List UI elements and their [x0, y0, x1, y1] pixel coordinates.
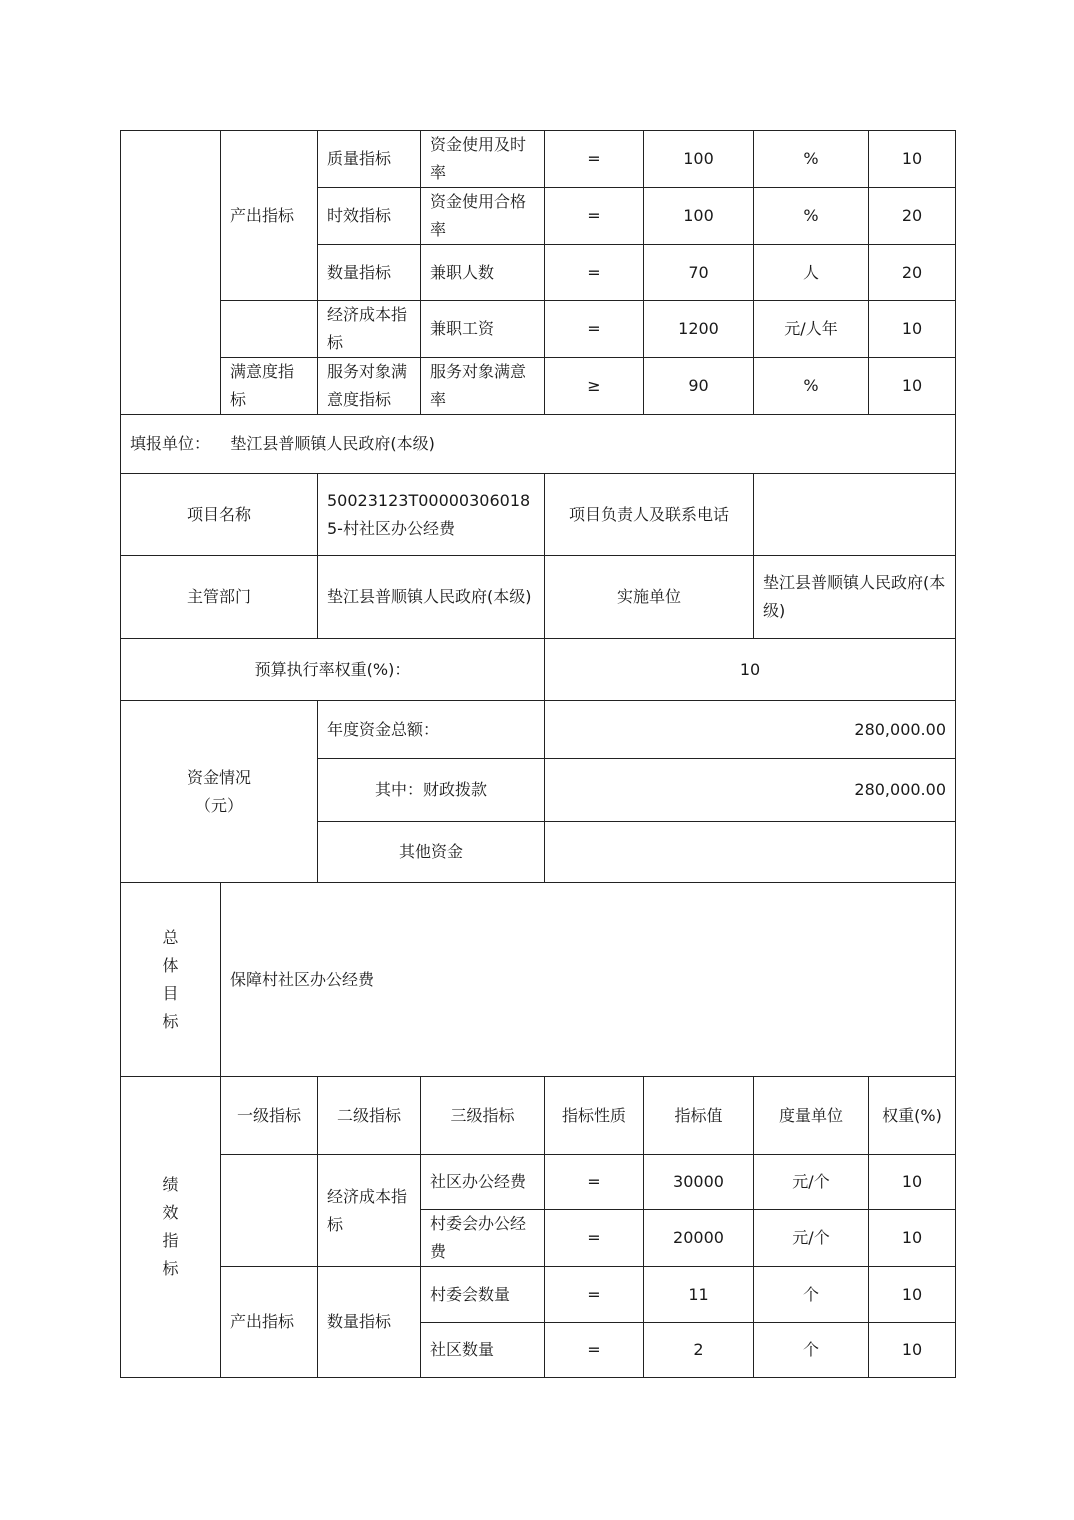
header-nature: 指标性质: [545, 1077, 644, 1155]
budget-weight-row: [121, 639, 956, 701]
department-row: [121, 556, 956, 639]
goal-label: [121, 883, 221, 1077]
nature-cell: =: [545, 131, 644, 188]
value-cell: 90: [644, 358, 754, 415]
unit-cell: 个: [754, 1323, 869, 1378]
blank-cell: [121, 131, 221, 415]
department-label: 主管部门: [121, 556, 318, 639]
level2-cell: 数量指标: [318, 1267, 421, 1378]
implementing-unit-value: 垫江县普顺镇人民政府(本级): [754, 556, 956, 639]
level2-cell: 经济成本指标: [318, 1155, 421, 1267]
funds-annual-row: [121, 701, 956, 759]
level2-cell: 数量指标: [318, 245, 421, 301]
value-cell: 1200: [644, 301, 754, 358]
filing-unit-cell: [121, 415, 956, 474]
budget-weight-label: 预算执行率权重(%)：: [121, 639, 545, 701]
department-value: 垫江县普顺镇人民政府(本级): [318, 556, 545, 639]
value-cell: 100: [644, 188, 754, 245]
other-funds-label: 其他资金: [318, 822, 545, 883]
indicators-label-char: 效: [162, 1203, 179, 1222]
table-row: [121, 1155, 956, 1210]
performance-form: [120, 130, 955, 1378]
level3-cell: 村委会办公经费: [421, 1210, 545, 1267]
unit-cell: 元/个: [754, 1210, 869, 1267]
level3-cell: 社区办公经费: [421, 1155, 545, 1210]
level1-cell: [221, 301, 318, 358]
weight-cell: 10: [869, 1155, 956, 1210]
goal-text: 保障村社区办公经费: [221, 883, 956, 1077]
value-cell: 100: [644, 131, 754, 188]
indicators-label-char: 绩: [162, 1175, 179, 1194]
value-cell: 70: [644, 245, 754, 301]
unit-cell: 元/个: [754, 1155, 869, 1210]
header-level1: 一级指标: [221, 1077, 318, 1155]
nature-cell: =: [545, 1210, 644, 1267]
level3-cell: 服务对象满意率: [421, 358, 545, 415]
annual-total-label: 年度资金总额：: [318, 701, 545, 759]
value-cell: 30000: [644, 1155, 754, 1210]
goal-row: [121, 883, 956, 1077]
level1-cell: 产出指标: [221, 131, 318, 301]
filing-unit-row: [121, 415, 956, 474]
project-contact-label: 项目负责人及联系电话: [545, 474, 754, 556]
nature-cell: =: [545, 1267, 644, 1323]
table-row: [121, 301, 956, 358]
header-level3: 三级指标: [421, 1077, 545, 1155]
indicators-label-char: 指: [162, 1231, 179, 1250]
value-cell: 2: [644, 1323, 754, 1378]
level3-cell: 兼职人数: [421, 245, 545, 301]
budget-weight-value: 10: [545, 639, 956, 701]
nature-cell: =: [545, 301, 644, 358]
funds-label: 资金情况: [186, 767, 251, 787]
weight-cell: 10: [869, 301, 956, 358]
level3-cell: 兼职工资: [421, 301, 545, 358]
level2-cell: 时效指标: [318, 188, 421, 245]
goal-label-char: 标: [162, 1011, 179, 1031]
unit-cell: %: [754, 358, 869, 415]
level3-cell: 村委会数量: [421, 1267, 545, 1323]
project-contact-value: [754, 474, 956, 556]
nature-cell: =: [545, 188, 644, 245]
table-row: [121, 1267, 956, 1323]
unit-cell: %: [754, 188, 869, 245]
level1-cell: 满意度指标: [221, 358, 318, 415]
nature-cell: =: [545, 245, 644, 301]
weight-cell: 10: [869, 1323, 956, 1378]
indicator-header-row: [121, 1077, 956, 1155]
level1-cell: [221, 1155, 318, 1267]
level3-cell: 资金使用合格率: [421, 188, 545, 245]
filing-unit-label: 填报单位：: [130, 434, 211, 453]
annual-total-value: 280,000.00: [545, 701, 956, 759]
funds-unit-label: （元）: [194, 795, 243, 815]
unit-cell: 元/人年: [754, 301, 869, 358]
weight-cell: 20: [869, 188, 956, 245]
level2-cell: 经济成本指标: [318, 301, 421, 358]
indicators-label-char: 标: [162, 1259, 179, 1278]
weight-cell: 10: [869, 358, 956, 415]
table-row: [121, 131, 956, 188]
filing-unit-value: 垫江县普顺镇人民政府(本级): [230, 434, 435, 453]
value-cell: 11: [644, 1267, 754, 1323]
value-cell: 20000: [644, 1210, 754, 1267]
header-value: 指标值: [644, 1077, 754, 1155]
weight-cell: 10: [869, 131, 956, 188]
project-name-label: 项目名称: [121, 474, 318, 556]
performance-table: [120, 130, 956, 1378]
level3-cell: 资金使用及时率: [421, 131, 545, 188]
goal-label-char: 目: [162, 983, 179, 1003]
project-name-value: 50023123T000003060185-村社区办公经费: [318, 474, 545, 556]
level2-cell: 服务对象满意度指标: [318, 358, 421, 415]
weight-cell: 10: [869, 1210, 956, 1267]
fiscal-allocation-value: 280,000.00: [545, 759, 956, 822]
unit-cell: %: [754, 131, 869, 188]
project-name-row: [121, 474, 956, 556]
weight-cell: 10: [869, 1267, 956, 1323]
implementing-unit-label: 实施单位: [545, 556, 754, 639]
header-unit: 度量单位: [754, 1077, 869, 1155]
goal-label-char: 总: [162, 927, 179, 947]
unit-cell: 个: [754, 1267, 869, 1323]
table-row: [121, 358, 956, 415]
level3-cell: 社区数量: [421, 1323, 545, 1378]
nature-cell: =: [545, 1323, 644, 1378]
goal-label-char: 体: [162, 955, 179, 975]
indicators-label: [121, 1077, 221, 1378]
unit-cell: 人: [754, 245, 869, 301]
funds-label-cell: [121, 701, 318, 883]
header-level2: 二级指标: [318, 1077, 421, 1155]
nature-cell: ≥: [545, 358, 644, 415]
other-funds-value: [545, 822, 956, 883]
header-weight: 权重(%): [869, 1077, 956, 1155]
level2-cell: 质量指标: [318, 131, 421, 188]
nature-cell: =: [545, 1155, 644, 1210]
weight-cell: 20: [869, 245, 956, 301]
fiscal-allocation-label: 其中：财政拨款: [318, 759, 545, 822]
level1-cell: 产出指标: [221, 1267, 318, 1378]
